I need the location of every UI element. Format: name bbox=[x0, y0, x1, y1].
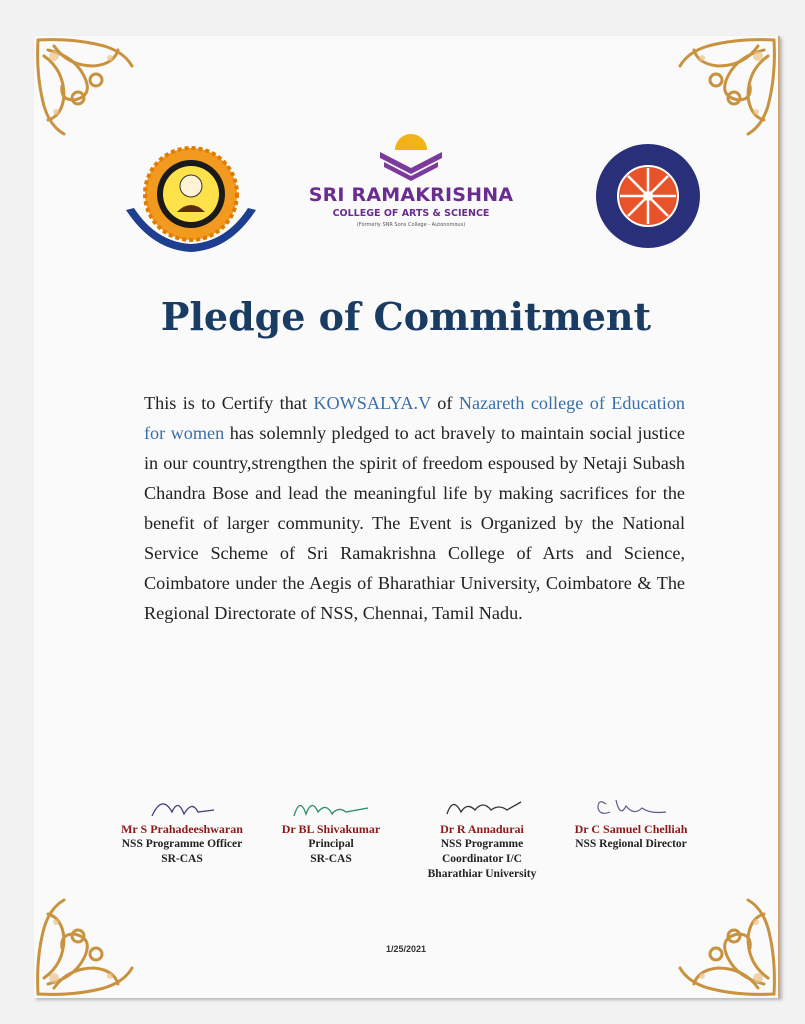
signature-icon bbox=[286, 792, 376, 822]
signatory-role: Coordinator I/C bbox=[442, 853, 522, 865]
signatory-role: Bharathiar University bbox=[427, 868, 537, 880]
signatory-2 bbox=[266, 792, 396, 867]
signature-icon bbox=[437, 792, 527, 822]
signatory-name: Dr C Samuel Chelliah bbox=[574, 822, 688, 836]
college-subtitle: COLLEGE OF ARTS & SCIENCE bbox=[332, 208, 490, 219]
ornament-corner-icon bbox=[34, 36, 144, 146]
ornament-corner-icon bbox=[34, 888, 144, 998]
page-title: Pledge of Commitment bbox=[160, 294, 652, 339]
signatory-role: Principal bbox=[308, 838, 354, 850]
issue-date: 1/25/2021 bbox=[385, 944, 427, 954]
body-text-3: has solemnly pledged to act bravely to maintain social justice in our country,strengthen the spirit of freedom espoused by Netaji Subash Chandra Bose and lead the meaningful life by making sacrifices for the benefit of larger community. The Event is Organized by the National Service Scheme of Sri Ramakrishna College of Arts and Science, Coimbatore under the Aegis of Bharathiar University, Coimbatore & The Regional Directorate of NSS, Chennai, Tamil Nadu. bbox=[144, 423, 685, 623]
signatory-role: NSS Programme Officer bbox=[121, 838, 243, 850]
signatory-role: NSS Regional Director bbox=[575, 838, 687, 850]
signatory-name: Dr R Annadurai bbox=[440, 822, 524, 836]
signatory-role: SR-CAS bbox=[161, 853, 203, 865]
signatory-name: Dr BL Shivakumar bbox=[281, 822, 381, 836]
college-name: SRI RAMAKRISHNA bbox=[308, 184, 514, 206]
nss-logo-icon bbox=[594, 142, 702, 250]
signatory-role: SR-CAS bbox=[310, 853, 352, 865]
signatory-name: Mr S Prahadeeshwaran bbox=[121, 822, 243, 836]
college-formerly: (Formerly SNR Sons College - Autonomous) bbox=[356, 222, 466, 228]
body-text-2: of bbox=[430, 393, 459, 413]
bharathiar-university-logo-icon bbox=[122, 142, 260, 258]
college-logo bbox=[296, 128, 526, 238]
signature-icon bbox=[142, 792, 222, 822]
body-text-1: This is to Certify that bbox=[144, 393, 314, 413]
signature-icon bbox=[586, 792, 676, 822]
signatory-3 bbox=[412, 792, 552, 882]
ornament-corner-icon bbox=[668, 36, 778, 146]
recipient-institution: Nazareth college of Education for women bbox=[144, 393, 686, 443]
certificate bbox=[34, 36, 780, 998]
ornament-corner-icon bbox=[668, 888, 778, 998]
certificate-body bbox=[144, 388, 685, 628]
book-sun-icon bbox=[296, 128, 526, 184]
recipient-name: KOWSALYA.V bbox=[313, 393, 431, 413]
signatory-4 bbox=[556, 792, 706, 852]
signatory-1 bbox=[112, 792, 252, 867]
signatory-role: NSS Programme bbox=[440, 838, 524, 850]
